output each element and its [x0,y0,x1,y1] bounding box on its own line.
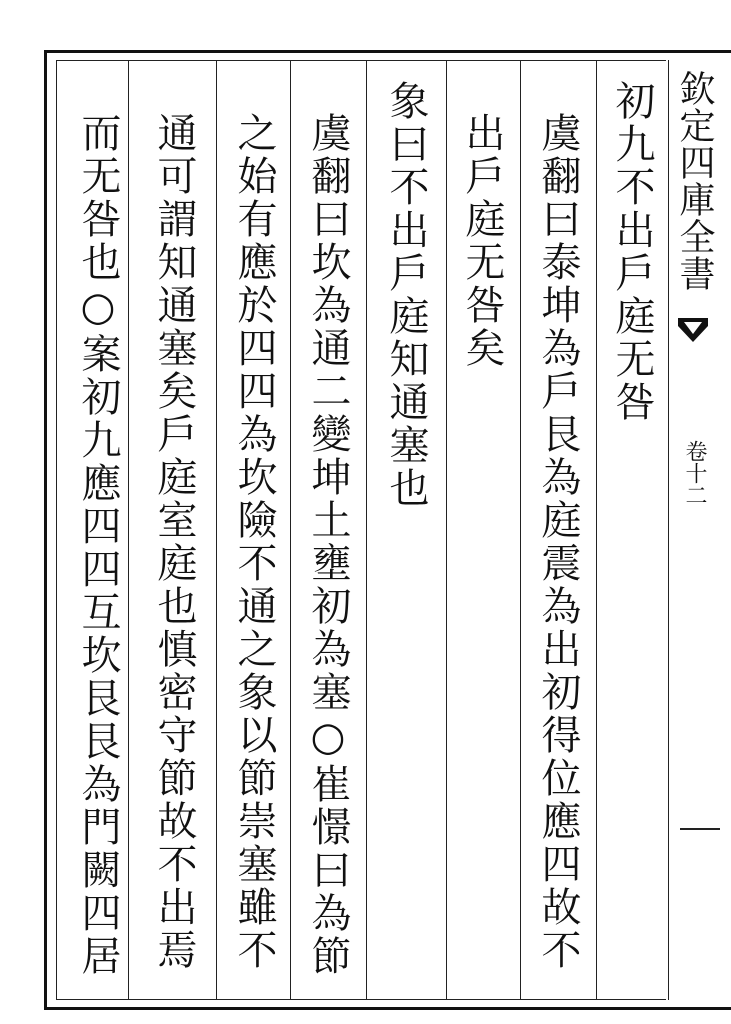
margin-rule [680,828,720,830]
text-column-4: 象曰不出戶庭知通塞也 [383,80,429,510]
text-column-6: 之始有應於四四為坎險不通之象以節崇塞雖不 [231,112,277,972]
column-divider [596,60,597,1000]
text-column-3: 出戶庭无咎矣 [459,112,505,370]
text-column-8: 而无咎也○案初九應四四互坎艮艮為門闕四居 [75,112,121,978]
column-divider [668,60,669,1000]
column-divider [216,60,217,1000]
column-divider [366,60,367,1000]
column-divider [128,60,129,1000]
book-title: 欽定四庫全書 [674,70,715,292]
fishtail-mark-icon [676,316,710,344]
text-column-2: 虞翻曰泰坤為戶艮為庭震為出初得位應四故不 [535,112,581,972]
column-divider [290,60,291,1000]
column-divider [446,60,447,1000]
text-column-7: 通可謂知通塞矣戶庭室庭也慎密守節故不出焉 [151,112,197,972]
column-divider [520,60,521,1000]
text-column-5: 虞翻曰坎為通二變坤土壅初為塞○崔憬曰為節 [305,112,351,978]
volume-number: 卷十二 [682,440,707,506]
text-column-1: 初九不出戶庭无咎 [609,80,655,424]
